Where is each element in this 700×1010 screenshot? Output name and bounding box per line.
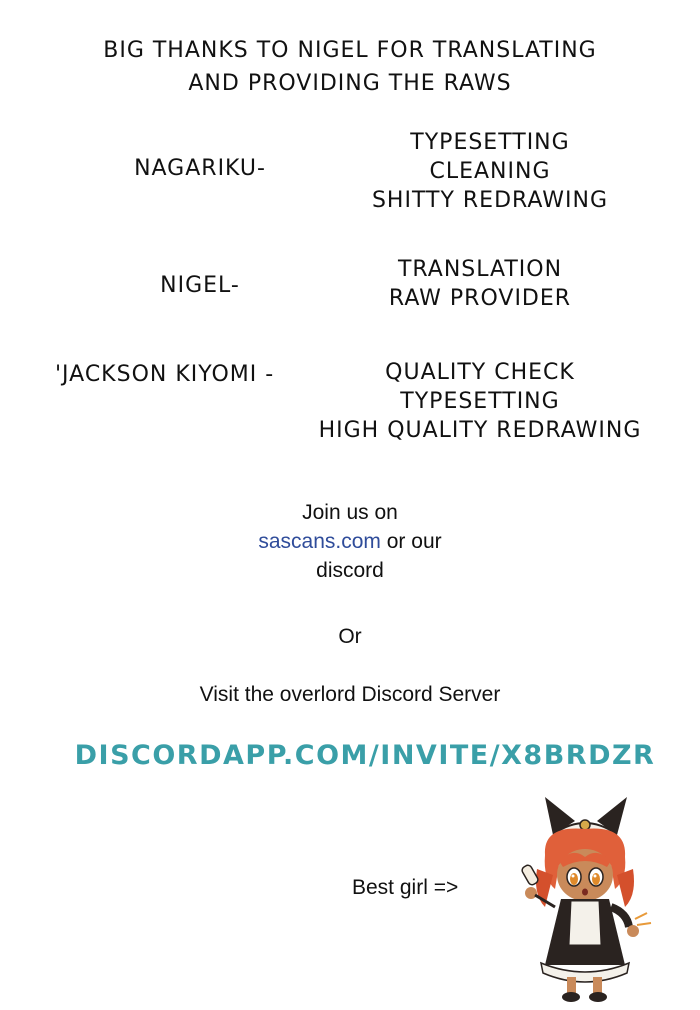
credit-roles bbox=[310, 358, 650, 445]
credit-name: NIGEL- bbox=[160, 273, 240, 298]
credit-name: NAGARIKU- bbox=[134, 156, 266, 181]
best-girl-text: Best girl => bbox=[352, 876, 459, 899]
credit-roles bbox=[330, 128, 650, 215]
discord-invite-link[interactable]: DISCORDAPP.COM/INVITE/X8BRDZR bbox=[74, 740, 656, 771]
credit-row-nagariku bbox=[0, 128, 700, 228]
join-line-2 bbox=[0, 527, 700, 556]
credit-name: 'JACKSON KIYOMI - bbox=[55, 362, 275, 387]
mascot-illustration bbox=[515, 795, 655, 1005]
credit-role: SHITTY REDRAWING bbox=[371, 188, 609, 213]
credit-role: HIGH QUALITY REDRAWING bbox=[318, 418, 642, 443]
header-line-2: AND PROVIDING THE RAWS bbox=[188, 71, 512, 96]
join-line-2-rest: or our bbox=[380, 530, 442, 553]
credit-role: CLEANING bbox=[429, 159, 551, 184]
credits-header bbox=[0, 34, 700, 100]
credit-roles bbox=[330, 255, 630, 313]
visit-discord-text: Visit the overlord Discord Server bbox=[199, 683, 501, 706]
credit-role: TYPESETTING bbox=[400, 389, 560, 414]
header-line-1: BIG THANKS TO NIGEL FOR TRANSLATING bbox=[103, 38, 597, 63]
credit-role: QUALITY CHECK bbox=[385, 360, 575, 385]
join-line-1: Join us on bbox=[302, 501, 398, 524]
join-us-text bbox=[0, 498, 700, 585]
credit-row-jackson-kiyomi bbox=[0, 358, 700, 458]
or-text: Or bbox=[338, 625, 362, 648]
credit-role: RAW PROVIDER bbox=[388, 286, 572, 311]
credit-row-nigel bbox=[0, 255, 700, 355]
credit-role: TRANSLATION bbox=[397, 257, 563, 282]
join-line-3: discord bbox=[316, 559, 384, 582]
sascans-link[interactable]: sascans.com bbox=[258, 530, 381, 553]
credit-role: TYPESETTING bbox=[410, 130, 570, 155]
